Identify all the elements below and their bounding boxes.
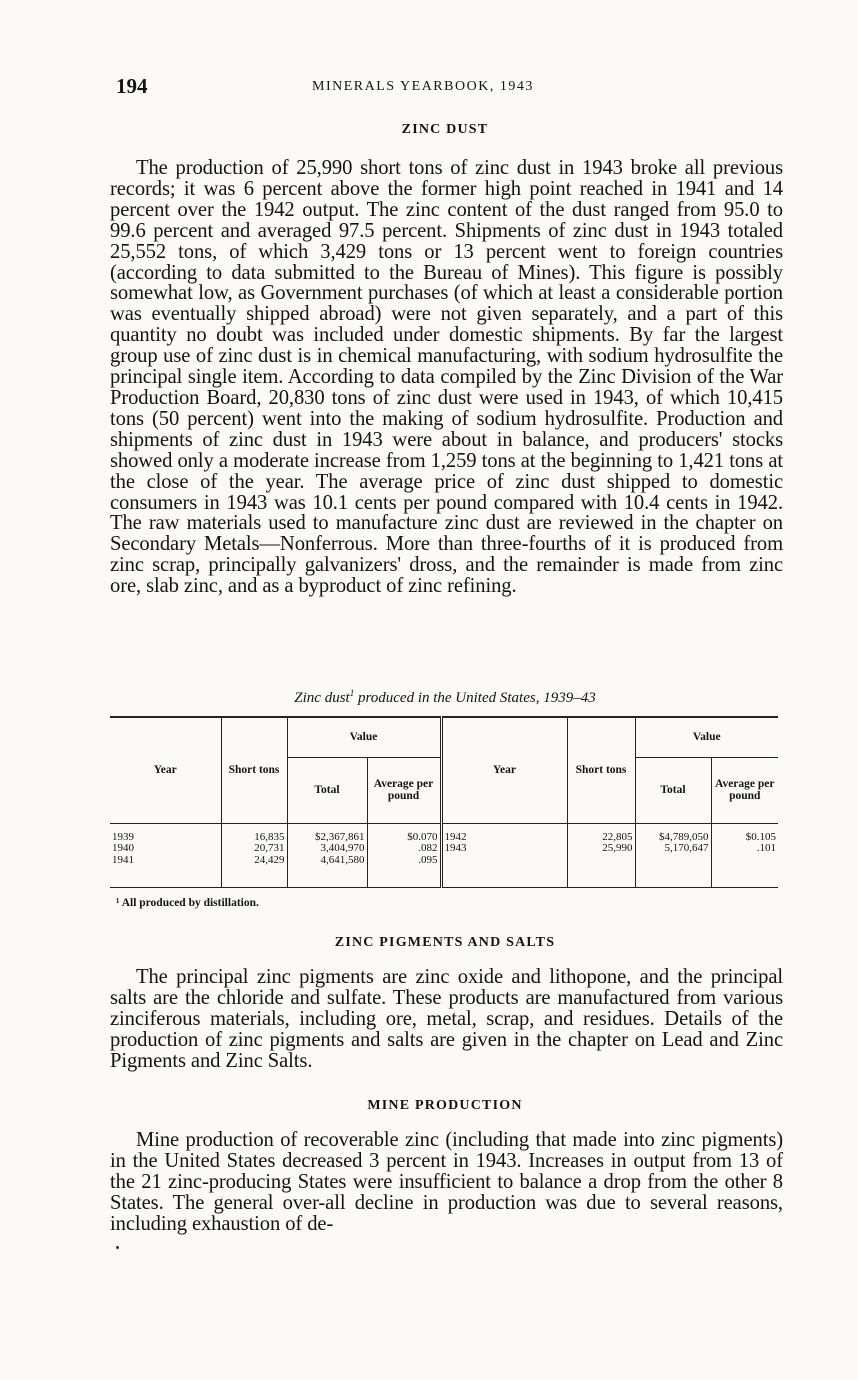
- stray-mark: [116, 1246, 119, 1249]
- short-tons-value: 22,805: [602, 830, 633, 843]
- short-tons-value: 24,429: [254, 853, 285, 866]
- zinc-dust-heading: ZINC DUST: [401, 122, 489, 137]
- years-left-cell: [110, 823, 221, 887]
- table-footnote: ¹ All produced by distillation.: [116, 897, 259, 909]
- table-caption-main: Zinc dust: [294, 690, 350, 706]
- total-left-cell: [287, 823, 367, 887]
- header-year-left: Year: [110, 717, 221, 823]
- running-title: MINERALS YEARBOOK, 1943: [312, 79, 534, 94]
- page-number: 194: [116, 74, 148, 98]
- year-label: 1941: [112, 853, 134, 866]
- header-short-tons-left: Short tons: [221, 717, 287, 823]
- year-label: 1943: [444, 842, 467, 854]
- total-right-cell: [635, 823, 711, 887]
- header-total-right: Total: [635, 757, 711, 823]
- total-value: $2,367,861: [315, 830, 365, 843]
- short-tons-left-cell: [221, 823, 287, 887]
- average-value: .095: [418, 853, 438, 866]
- year-label: 1940: [112, 842, 134, 854]
- average-right-cell: [711, 823, 778, 887]
- zinc-dust-table: [110, 716, 778, 888]
- total-value: $4,789,050: [659, 830, 709, 843]
- year-label: 1942: [444, 830, 467, 843]
- header-short-tons-right: Short tons: [567, 717, 635, 823]
- short-tons-value: 16,835: [254, 830, 285, 843]
- mine-production-paragraph: Mine production of recoverable zinc (including that made into zinc pigments) in the United States decreased 3 percent in 1943. Increases in output from 13 of the 21 zinc-producing States were insufficient to balance a drop from the other 8 States. The general over-all decline in production was due to several reasons, including exhaustion of de-: [110, 1129, 783, 1235]
- total-value: 4,641,580: [320, 853, 365, 866]
- short-tons-value: 20,731: [254, 842, 285, 854]
- zinc-pigments-heading: ZINC PIGMENTS AND SALTS: [334, 935, 556, 950]
- table-caption: [110, 688, 780, 707]
- table-caption-footnote-mark: 1: [349, 688, 355, 698]
- table-caption-rest: produced in the United States, 1939–43: [354, 690, 596, 706]
- header-total-left: Total: [287, 757, 367, 823]
- average-value: $0.070: [407, 830, 438, 843]
- header-average-left: Average per pound: [367, 757, 441, 823]
- mine-production-heading: MINE PRODUCTION: [367, 1098, 523, 1113]
- average-left-cell: [367, 823, 441, 887]
- header-average-right: Average per pound: [711, 757, 778, 823]
- header-value-left: Value: [287, 717, 441, 757]
- average-value: $0.105: [745, 830, 776, 843]
- short-tons-value: 25,990: [602, 842, 633, 854]
- running-head: [116, 74, 780, 100]
- average-value: .082: [418, 842, 438, 854]
- years-right-cell: [441, 823, 567, 887]
- header-year-right: Year: [441, 717, 567, 823]
- header-value-right: Value: [635, 717, 778, 757]
- total-value: 3,404,970: [320, 842, 365, 854]
- zinc-dust-paragraph: The production of 25,990 short tons of zinc dust in 1943 broke all previous records; it was 6 percent above the former high point reached in 1941 and 14 percent over the 1942 output. The zinc content of the dust ranged from 95.0 to 99.6 percent and averaged 97.5 percent. Shipments of zinc dust in 1943 totaled 25,552 tons, of which 3,429 tons or 13 percent went to foreign countries (according to data submitted to the Bureau of Mines). This figure is possibly somewhat low, as Government purchases (of which at least a considerable portion was eventually shipped abroad) were not given separately, and a part of this quantity no doubt was included under domestic shipments. By far the largest group use of zinc dust is in chemical manufacturing, with sodium hydrosulfite the principal single item. According to data compiled by the Zinc Division of the War Production Board, 20,830 tons of zinc dust were used in 1943, of which 10,415 tons (50 percent) went into the making of sodium hydrosulfite. Production and shipments of zinc dust in 1943 were about in balance, and producers' stocks showed only a moderate increase from 1,259 tons at the beginning to 1,421 tons at the close of the year. The average price of zinc dust shipped to domestic consumers in 1943 was 10.1 cents per pound compared with 10.4 cents in 1942. The raw materials used to manufacture zinc dust are reviewed in the chapter on Secondary Metals—Nonferrous. More than three-fourths of it is produced from zinc scrap, principally galvanizers' dross, and the remainder is made from zinc ore, slab zinc, and as a byproduct of zinc refining.: [110, 157, 783, 598]
- year-label: 1939: [112, 830, 134, 843]
- short-tons-right-cell: [567, 823, 635, 887]
- average-value: .101: [756, 842, 776, 854]
- zinc-pigments-paragraph: The principal zinc pigments are zinc oxide and lithopone, and the principal salts are the chloride and sulfate. These products are manufactured from various zinciferous materials, including ore, metal, scrap, and residues. Details of the production of zinc pigments and salts are given in the chapter on Lead and Zinc Pigments and Zinc Salts.: [110, 966, 783, 1072]
- total-value: 5,170,647: [664, 842, 709, 854]
